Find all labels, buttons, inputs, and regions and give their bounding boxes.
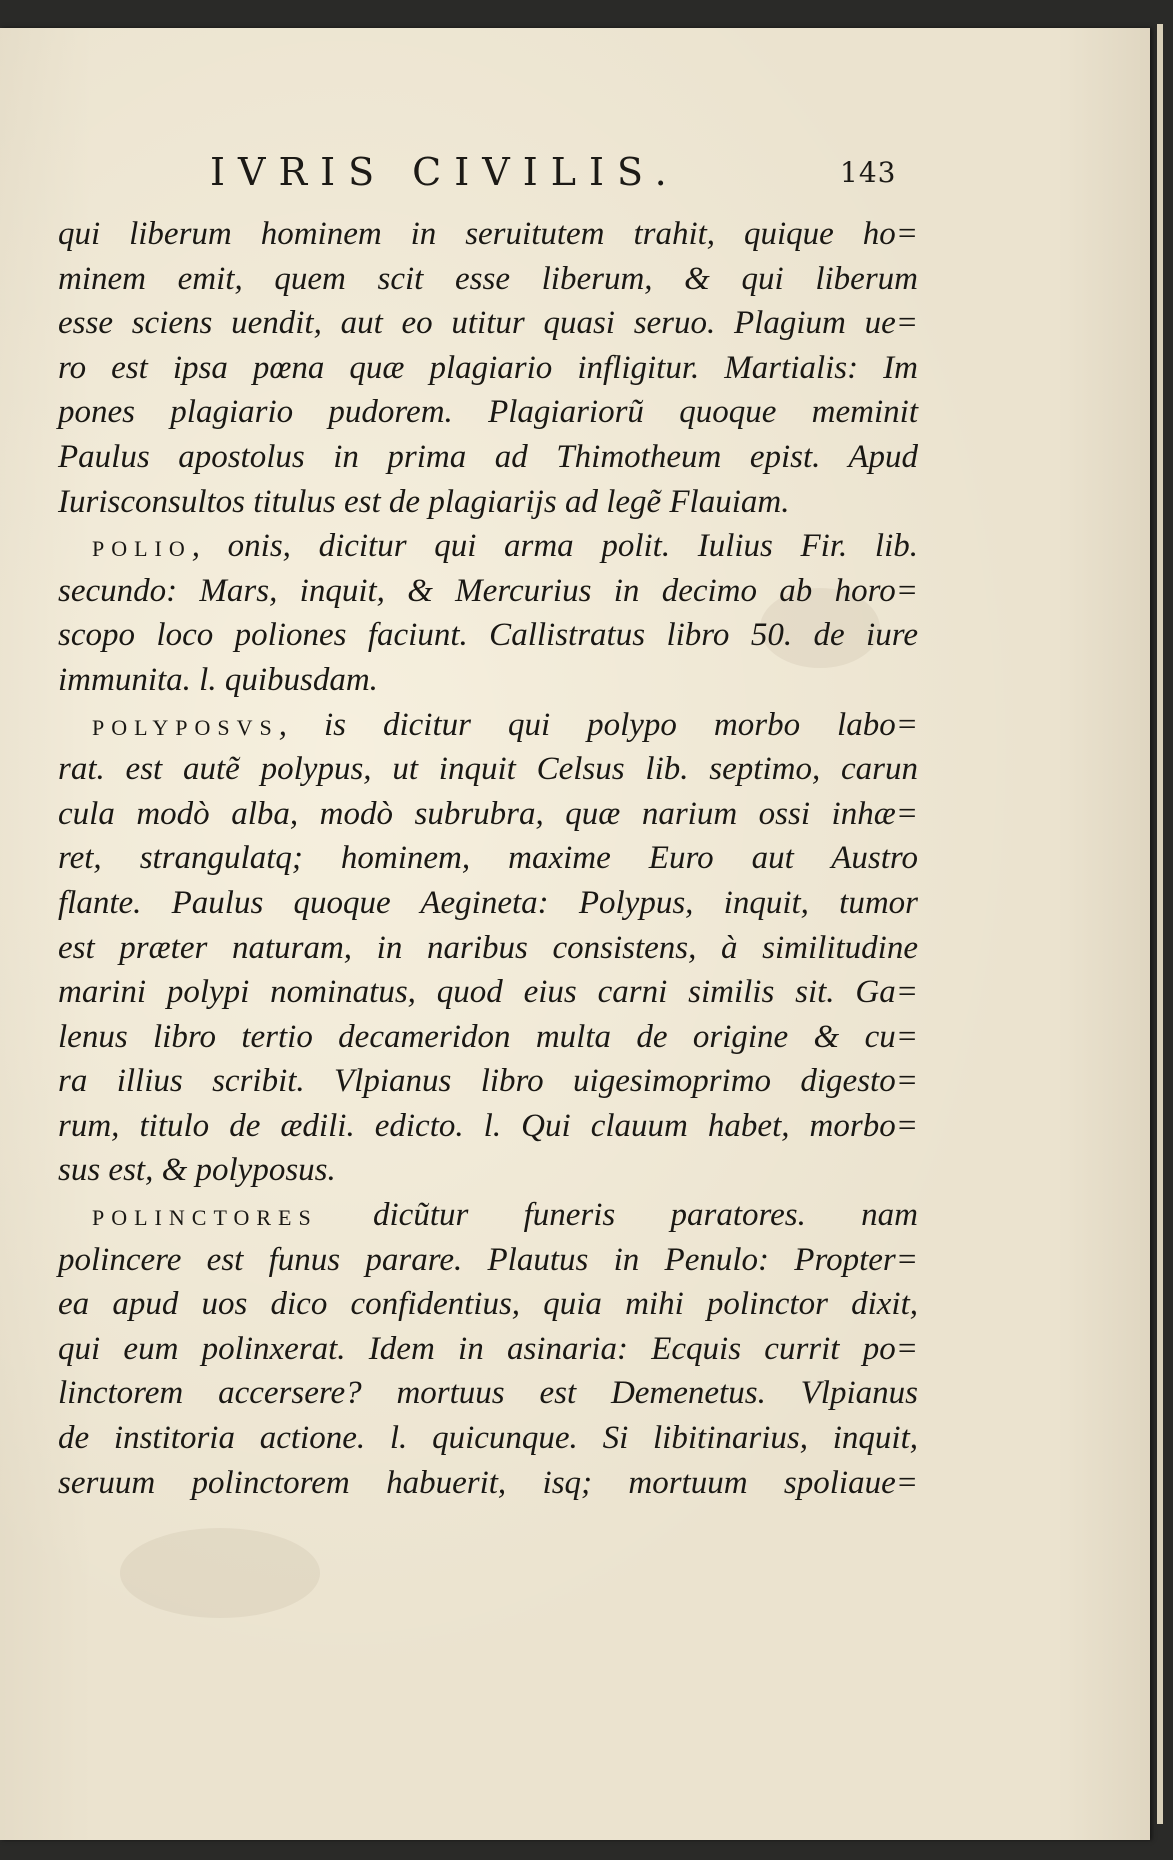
text-line: ra illius scribit. Vlpianus libro uigesimoprimo digesto= [58,1063,918,1100]
text-line: seruum polinctorem habuerit, isq; mortuum spoliaue= [58,1464,918,1501]
text-line: Iurisconsultos titulus est de plagiarijs ad legẽ Flauiam. [58,483,790,520]
text-line: lenus libro tertio decameridon multa de origine & cu= [58,1018,918,1055]
body-text [58,212,918,1505]
text-line: flante. Paulus quoque Aegineta: Polypus, inquit, tumor [58,884,918,921]
text-line: linctorem accersere? mortuus est Demenetus. Vlpianus [58,1375,918,1412]
page-number: 143 [840,156,897,189]
text-line: qui liberum hominem in seruitutem trahit, quique ho= [58,216,918,252]
entry-polio-first-line [58,524,918,569]
text-line: ro est ipsa pœna quæ plagiario infligitur. Martialis: Im [58,349,918,386]
text-line: marini polypi nominatus, quod eius carni similis sit. Ga= [58,974,918,1011]
text-line: pones plagiario pudorem. Plagiariorũ quoque meminit [58,394,918,431]
running-title: IVRIS CIVILIS. [210,150,680,194]
entry-polyposus-first-line [58,703,918,748]
entry-headword: POLINCTORES [92,1205,318,1231]
text-line: esse sciens uendit, aut eo utitur quasi seruo. Plagium ue= [58,305,918,342]
text-line: cula modò alba, modò subrubra, quæ narium ossi inhæ= [58,795,918,832]
text-line: de institoria actione. l. quicunque. Si libitinarius, inquit, [58,1420,918,1457]
text-line: immunita. l. quibusdam. [58,661,378,698]
entry-headword: POLYPOSVS [92,714,279,740]
paper-stain [120,1528,320,1618]
entry-text: , onis, dicitur qui arma polit. Iulius Fir. lib. [191,528,918,565]
entry-text: , is dicitur qui polypo morbo labo= [278,706,918,743]
text-line: polincere est funus parare. Plautus in Penulo: Propter= [58,1241,918,1278]
text-line: Paulus apostolus in prima ad Thimotheum epist. Apud [58,438,918,475]
text-line: ret, strangulatq; hominem, maxime Euro aut Austro [58,840,918,877]
book-page [0,28,1150,1840]
page-edge [1157,24,1163,1824]
text-line: qui eum polinxerat. Idem in asinaria: Ecquis currit po= [58,1330,918,1367]
text-line: rum, titulo de ædili. edicto. l. Qui clauum habet, morbo= [58,1107,918,1144]
text-line: scopo loco poliones faciunt. Callistratus libro 50. de iure [58,617,918,654]
entry-text: dicũtur funeris paratores. nam [373,1197,918,1234]
text-line: rat. est autẽ polypus, ut inquit Celsus lib. septimo, carun [58,751,918,788]
text-line: est præter naturam, in naribus consistens, à similitudine [58,929,918,966]
text-line: ea apud uos dico confidentius, quia mihi polinctor dixit, [58,1286,918,1323]
text-line: sus est, & polyposus. [58,1152,336,1189]
entry-polinctores-first-line [58,1193,918,1238]
text-line: minem emit, quem scit esse liberum, & qui liberum [58,260,918,297]
text-line: secundo: Mars, inquit, & Mercurius in decimo ab horo= [58,572,918,609]
running-head [210,150,910,194]
entry-headword: POLIO [92,536,192,562]
